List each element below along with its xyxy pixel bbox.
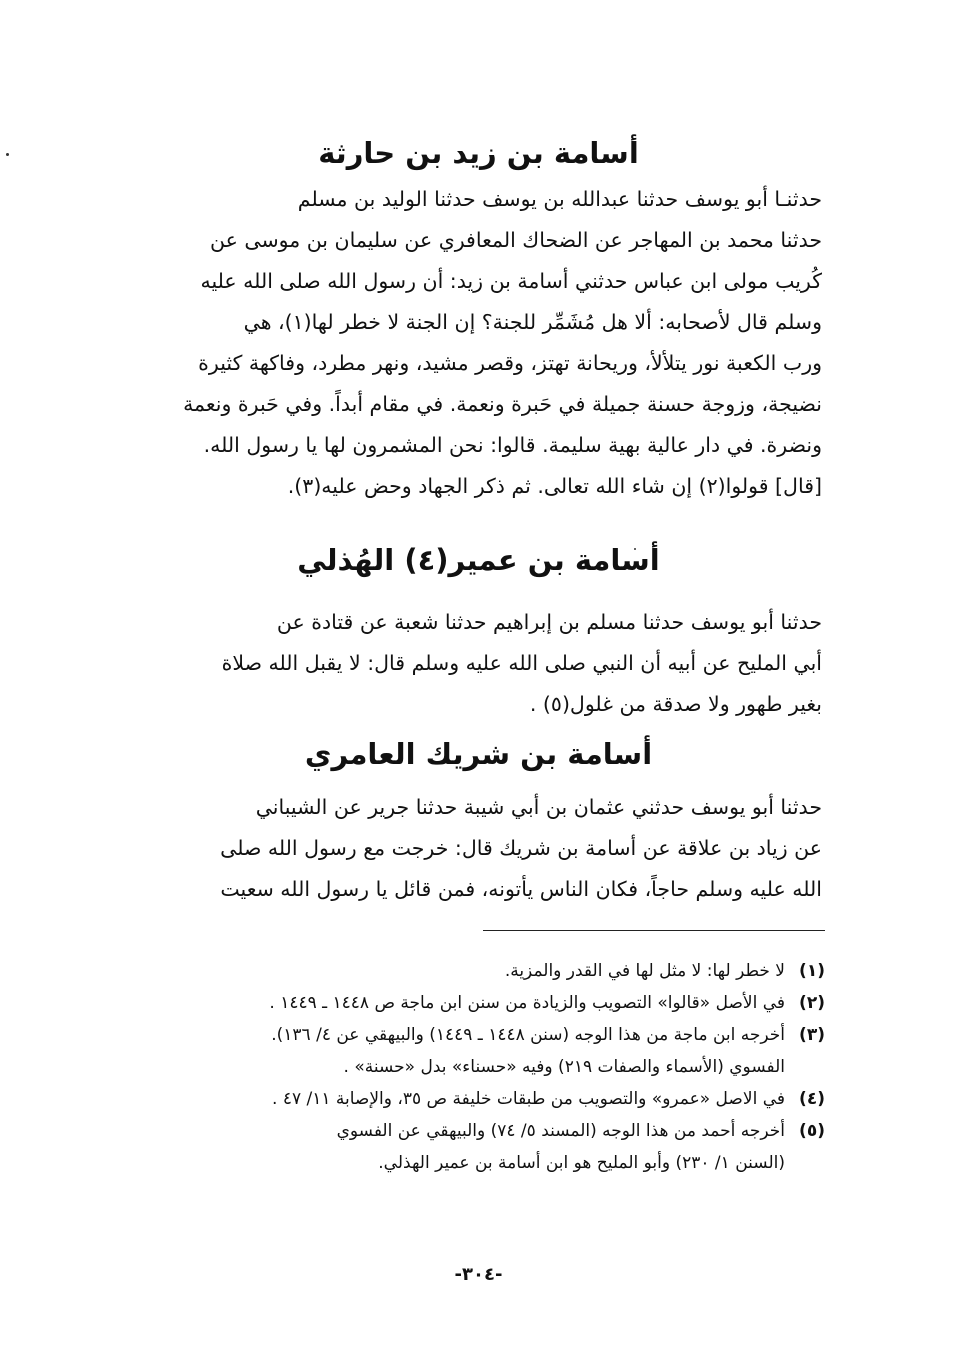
footnote-number: (٢) — [799, 993, 825, 1013]
body-line: أبي المليح عن أبيه أن النبي صلى الله عليه وسلم قال: لا يقبل الله صلاة — [221, 651, 822, 675]
body-line: وسلم قال لأصحابه: ألا هل مُشَمِّر للجنة؟ إن الجنة لا خطر لها(١)، هي — [243, 310, 822, 334]
footnote-line: (السنن ١/ ٢٣٠) وأبو المليح هو ابن أسامة بن عمير الهذلي. — [378, 1153, 785, 1173]
footnote-text — [110, 987, 785, 1019]
footnote — [110, 987, 825, 1019]
body-line: [قال] قولوا(٢) إن شاء الله تعالى. ثم ذكر الجهاد وحض عليه(٣). — [287, 474, 822, 498]
footnote-number: (٣) — [799, 1025, 825, 1045]
body-line: حدثنـا أبو يوسف حدثنا عبدالله بن يوسف حدثنا الوليد بن مسلم — [297, 187, 822, 211]
footnote-line: في الأصل «قالوا» التصويب والزيادة من سنن ابن ماجة ص ١٤٤٨ ـ ١٤٤٩ . — [269, 993, 785, 1013]
body-line: حدثنا محمد بن المهاجر عن الضحاك المعافري عن سليمان بن موسى عن — [210, 228, 822, 252]
footnote-number: (٥) — [799, 1121, 825, 1141]
body-line: نضيجة، وزوجة حسنة جميلة في حَبرة ونعمة. في مقام أبداً. وفي حَبرة ونعمة — [183, 392, 822, 416]
section-title: أسامة بن زيد بن حارثة — [318, 136, 639, 170]
section-title: أسامة بن شريك العامري — [304, 737, 653, 771]
section-body — [135, 179, 822, 507]
footnote — [110, 955, 825, 987]
footnote-divider — [483, 930, 825, 931]
section-title: أسامة بن عمير(٤) الهُذلي — [297, 543, 660, 577]
body-line: ونضرة. في دار عالية بهية سليمة. قالوا: نحن المشمرون لها يا رسول الله. — [203, 433, 822, 457]
footnotes — [110, 955, 825, 1179]
footnote-text — [110, 955, 785, 987]
body-line: كُريب مولى ابن عباس حدثني أسامة بن زيد: أن رسول الله صلى الله عليه — [200, 269, 822, 293]
footnote-line: لا خطر لها: لا مثل لها في القدر والمزية. — [504, 961, 785, 981]
footnote-text — [110, 1115, 785, 1179]
body-line: بغير طهور ولا صدقة من غلول(٥) . — [529, 692, 822, 716]
footnote — [110, 1083, 825, 1115]
body-line: حدثنا أبو يوسف حدثني عثمان بن أبي شيبة حدثنا جرير عن الشيباني — [255, 795, 822, 819]
footnote — [110, 1019, 825, 1083]
footnote — [110, 1115, 825, 1179]
scan-speck — [6, 153, 9, 156]
footnote-text — [110, 1019, 785, 1083]
footnote-line: أخرجه أحمد من هذا الوجه (المسند ٥/ ٧٤) والبيهقي عن الفسوي — [336, 1121, 785, 1141]
body-line: ورب الكعبة نور يتلألأ، وريحانة تهتز، وقصر مشيد، ونهر مطرد، وفاكهة كثيرة — [198, 351, 822, 375]
footnote-line: أخرجه ابن ماجة من هذا الوجه (سنن ١٤٤٨ ـ ١٤٤٩) والبيهقي عن ٤/ ١٣٦). — [271, 1025, 785, 1045]
footnote-line: الفسوي (الأسماء والصفات ٢١٩) وفيه «حسناء» بدل «حسنة» . — [343, 1057, 785, 1077]
body-line: عن زياد بن علاقة عن أسامة بن شريك قال: خرجت مع رسول الله صلى — [220, 836, 822, 860]
footnote-text — [110, 1083, 785, 1115]
section-body — [135, 602, 822, 725]
body-line: حدثنا أبو يوسف حدثنا مسلم بن إبراهيم حدثنا شعبة عن قتادة عن — [276, 610, 822, 634]
footnote-number: (٤) — [799, 1089, 825, 1109]
footnote-number: (١) — [799, 961, 825, 981]
body-line: الله عليه وسلم حاجاً، فكان الناس يأتونه، فمن قائل يا رسول الله سعيت — [220, 877, 822, 901]
footnote-line: في الاصل «عمرو» والتصويب من طبقات خليفة ص ٣٥، والإصابة ١١/ ٤٧ . — [272, 1089, 785, 1109]
section-body — [135, 787, 822, 910]
page-number: -٣٠٤- — [454, 1264, 503, 1285]
